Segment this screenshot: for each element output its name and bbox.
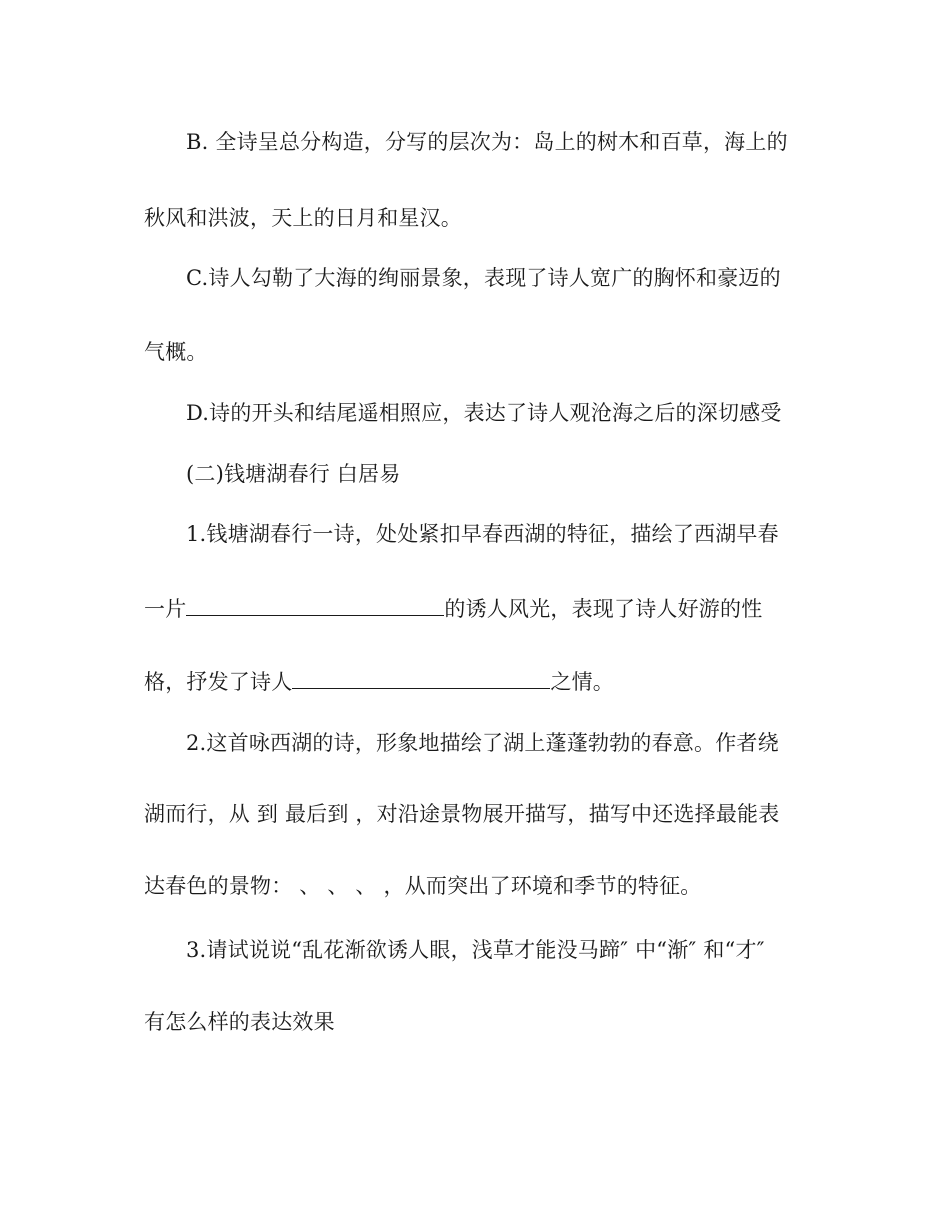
answer-blank-2[interactable]	[292, 668, 550, 689]
question-2-line-1: 2.这首咏西湖的诗，形象地描绘了湖上蓬蓬勃勃的春意。作者绕	[186, 731, 779, 755]
question-1-line-1: 1.钱塘湖春行一诗，处处紧扣早春西湖的特征，描绘了西湖早春	[186, 522, 779, 546]
question-1-line-3	[144, 668, 814, 696]
option-c-line-1: C.诗人勾勒了大海的绚丽景象，表现了诗人宽广的胸怀和豪迈的	[186, 266, 781, 290]
question-1-text-c: 格，抒发了诗人	[144, 670, 293, 694]
question-1-text-b: 的诱人风光，表现了诗人好游的性	[444, 597, 763, 621]
question-2-line-3: 达春色的景物： 、 、 、 ，从而突出了环境和季节的特征。	[144, 874, 702, 898]
option-d-line: D.诗的开头和结尾遥相照应，表达了诗人观沧海之后的深切感受	[186, 401, 782, 425]
question-3-line-1: 3.请试说说“乱花渐欲诱人眼，浅草才能没马蹄″ 中“渐″ 和“才″	[186, 938, 765, 962]
question-1-line-2	[144, 595, 814, 623]
question-3-line-2: 有怎么样的表达效果	[144, 1010, 335, 1034]
question-2-line-2: 湖而行，从 到 最后到 ，对沿途景物展开描写，描写中还选择最能表	[144, 802, 780, 826]
option-b-line-2: 秋风和洪波，天上的日月和星汉。	[144, 206, 462, 230]
answer-blank-1[interactable]	[186, 595, 444, 616]
section-heading: (二)钱塘湖春行 白居易	[186, 462, 401, 486]
question-1-text-d: 之情。	[550, 670, 615, 694]
option-b-line-1: B. 全诗呈总分构造，分写的层次为：岛上的树木和百草，海上的	[186, 130, 788, 154]
option-c-line-2: 气概。	[144, 340, 208, 364]
question-1-text-a: 一片	[144, 597, 187, 621]
